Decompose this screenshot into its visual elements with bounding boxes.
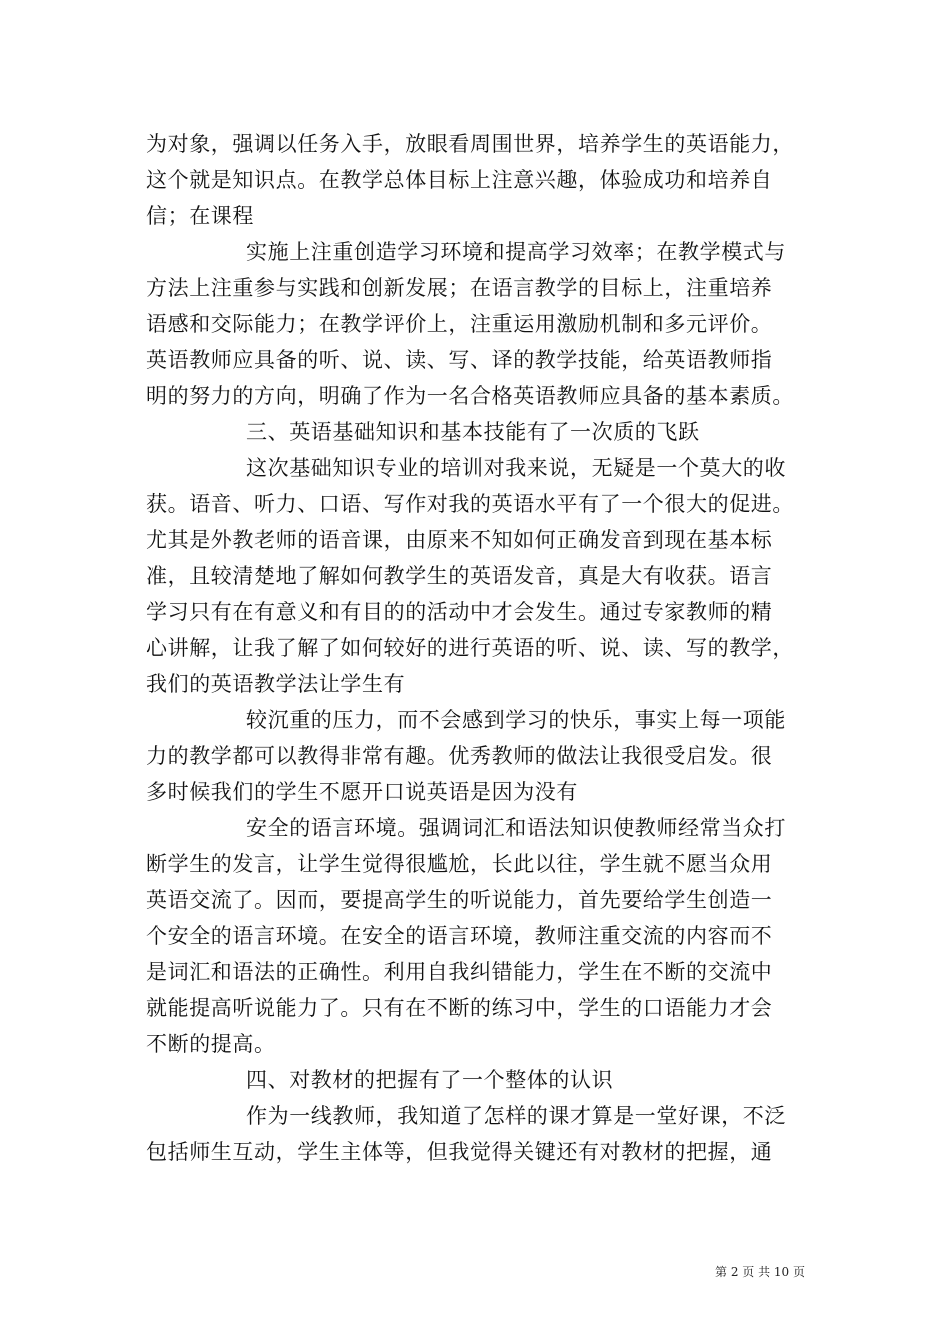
text-line: 英语交流了。因而，要提高学生的听说能力，首先要给学生创造一 [146, 888, 773, 912]
text-line: 这次基础知识专业的培训对我来说，无疑是一个莫大的收 [246, 456, 786, 480]
section-heading: 四、对教材的把握有了一个整体的认识 [246, 1068, 614, 1092]
text-line: 方法上注重参与实践和创新发展；在语言教学的目标上，注重培养 [146, 276, 773, 300]
text-line: 断学生的发言，让学生觉得很尴尬，长此以往，学生就不愿当众用 [146, 852, 773, 876]
text-line: 信；在课程 [146, 204, 254, 228]
text-line: 学习只有在有意义和有目的的活动中才会发生。通过专家教师的精 [146, 600, 773, 624]
text-line: 较沉重的压力，而不会感到学习的快乐，事实上每一项能 [246, 708, 786, 732]
text-line: 准，且较清楚地了解如何教学生的英语发音，真是大有收获。语言 [146, 564, 773, 588]
text-line: 是词汇和语法的正确性。利用自我纠错能力，学生在不断的交流中 [146, 960, 773, 984]
text-line: 为对象，强调以任务入手，放眼看周围世界，培养学生的英语能力， [146, 132, 794, 156]
text-line: 包括师生互动，学生主体等，但我觉得关键还有对教材的把握，通 [146, 1140, 773, 1164]
text-line: 安全的语言环境。强调词汇和语法知识使教师经常当众打 [246, 816, 786, 840]
text-line: 我们的英语教学法让学生有 [146, 672, 406, 696]
text-line: 明的努力的方向，明确了作为一名合格英语教师应具备的基本素质。 [146, 384, 794, 408]
text-line: 语感和交际能力；在教学评价上，注重运用激励机制和多元评价。 [146, 312, 773, 336]
text-line: 这个就是知识点。在教学总体目标上注意兴趣，体验成功和培养自 [146, 168, 773, 192]
text-line: 获。语音、听力、口语、写作对我的英语水平有了一个很大的促进。 [146, 492, 794, 516]
text-line: 心讲解，让我了解了如何较好的进行英语的听、说、读、写的教学， [146, 636, 794, 660]
text-line: 尤其是外教老师的语音课，由原来不知如何正确发音到现在基本标 [146, 528, 773, 552]
text-line: 实施上注重创造学习环境和提高学习效率；在教学模式与 [246, 240, 786, 264]
section-heading: 三、英语基础知识和基本技能有了一次质的飞跃 [246, 420, 700, 444]
text-line: 就能提高听说能力了。只有在不断的练习中，学生的口语能力才会 [146, 996, 773, 1020]
text-line: 英语教师应具备的听、说、读、写、译的教学技能，给英语教师指 [146, 348, 773, 372]
text-line: 力的教学都可以教得非常有趣。优秀教师的做法让我很受启发。很 [146, 744, 773, 768]
text-line: 作为一线教师，我知道了怎样的课才算是一堂好课，不泛 [246, 1104, 786, 1128]
page-number: 第 2 页 共 10 页 [715, 1265, 805, 1279]
text-line: 多时候我们的学生不愿开口说英语是因为没有 [146, 780, 578, 804]
text-line: 不断的提高。 [146, 1032, 276, 1056]
text-line: 个安全的语言环境。在安全的语言环境，教师注重交流的内容而不 [146, 924, 773, 948]
